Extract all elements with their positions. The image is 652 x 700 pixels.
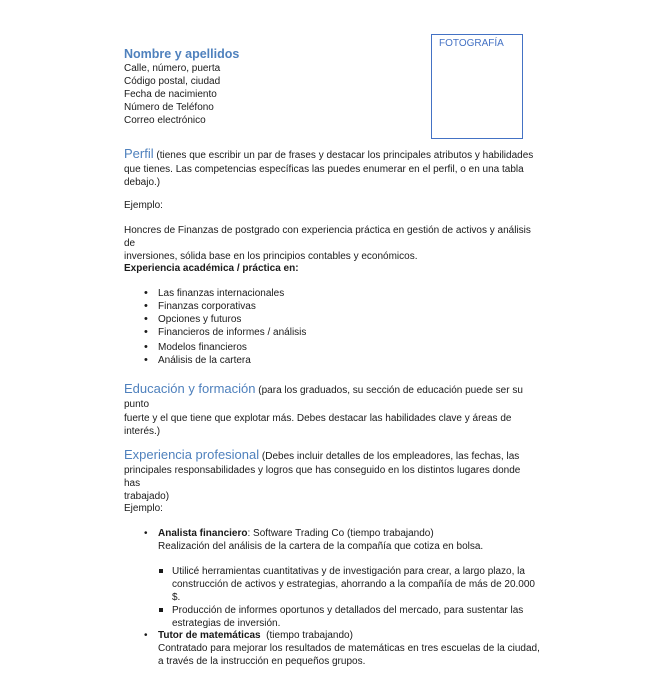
job-analyst-title: Analista financiero <box>158 528 248 539</box>
profile-intro-3: debajo.) <box>124 177 161 188</box>
experience-line-1: (Debes incluir detalles de los empleadores, las fechas, las <box>259 451 520 462</box>
skill-item: • Las finanzas internacionales <box>144 287 306 300</box>
profile-intro-1: (tienes que escribir un par de frases y destacar los principales atributos y habilidades <box>153 150 534 161</box>
profile-example <box>124 224 534 263</box>
job-bullet-item <box>157 565 537 604</box>
profile-intro-2: que tienes. Las competencias específicas las puedes enumerar en el perfil, o en una tabla <box>124 164 524 175</box>
skills-list <box>144 287 306 367</box>
profile-example-2: inversiones, sólida base en los principios contables y económicos. <box>124 251 418 262</box>
name-heading: Nombre y apellidos <box>124 47 240 61</box>
education-heading: Educación y formación <box>124 381 256 396</box>
skill-item: • Financieros de informes / análisis <box>144 326 306 339</box>
job-analyst <box>144 527 534 553</box>
job-analyst-desc: Realización del análisis de la cartera de la compañía que cotiza en bolsa. <box>158 541 484 552</box>
experience-heading: Experiencia profesional <box>124 447 260 462</box>
profile-example-1: Honcres de Finanzas de postgrado con experiencia práctica en gestión de activos y análisis de <box>124 225 531 249</box>
contact-block <box>124 47 239 127</box>
skill-item: • Opciones y futuros <box>144 313 306 326</box>
contact-line-email: Correo electrónico <box>124 115 206 126</box>
job-bullet: • <box>144 630 148 641</box>
job-analyst-company: : Software Trading Co (tiempo trabajando) <box>247 528 434 539</box>
profile-heading: Perfil <box>124 146 154 161</box>
skill-item: • Análisis de la cartera <box>144 354 306 367</box>
contact-line-postal: Código postal, ciudad <box>124 76 221 87</box>
job-bullet-item <box>157 604 537 630</box>
profile-section <box>124 147 534 189</box>
photo-placeholder <box>431 34 523 139</box>
education-section <box>124 382 534 438</box>
education-line-2: fuerte y el que tiene que explotar más. Debes destacar las habilidades clave y áreas de <box>124 413 512 424</box>
job-bullet-line: Producción de informes oportunos y detallados del mercado, para sustentar las <box>172 605 524 616</box>
experience-example-label: Ejemplo: <box>124 503 163 514</box>
experience-line-3: trabajado) <box>124 491 170 502</box>
skill-item: • Modelos financieros <box>144 341 306 354</box>
contact-line-birth: Fecha de nacimiento <box>124 89 217 100</box>
job-tutor-desc-1: Contratado para mejorar los resultados de matemáticas en tres escuelas de la ciudad, <box>158 643 540 654</box>
job-tutor <box>144 629 544 668</box>
photo-label: FOTOGRAFÍA <box>439 38 504 49</box>
job-analyst-bullets <box>157 565 537 630</box>
education-line-1: (para los graduados, su sección de educación puede ser su punto <box>124 385 523 410</box>
education-line-3: interés.) <box>124 426 161 437</box>
experience-line-2: principales responsabilidades y logros que has conseguido en los distintos lugares donde has <box>124 465 521 489</box>
skill-item: • Finanzas corporativas <box>144 300 306 313</box>
job-bullet-line: estrategias de inversión. <box>172 618 281 629</box>
experience-section <box>124 448 534 503</box>
skills-heading: Experiencia académica / práctica en: <box>124 263 299 274</box>
job-tutor-title: Tutor de matemáticas <box>158 630 261 641</box>
job-bullet-line: Utilicé herramientas cuantitativas y de investigación para crear, a largo plazo, la <box>172 566 525 577</box>
contact-line-phone: Número de Teléfono <box>124 102 214 113</box>
job-tutor-time: (tiempo trabajando) <box>260 630 353 641</box>
profile-example-label: Ejemplo: <box>124 200 163 211</box>
job-bullet: • <box>144 528 148 539</box>
job-tutor-desc-2: a través de la instrucción en pequeños grupos. <box>158 656 366 667</box>
job-bullet-line: construcción de activos y estrategias, ahorrando a la compañía de más de 20.000 $. <box>172 579 535 603</box>
contact-line-street: Calle, número, puerta <box>124 63 221 74</box>
